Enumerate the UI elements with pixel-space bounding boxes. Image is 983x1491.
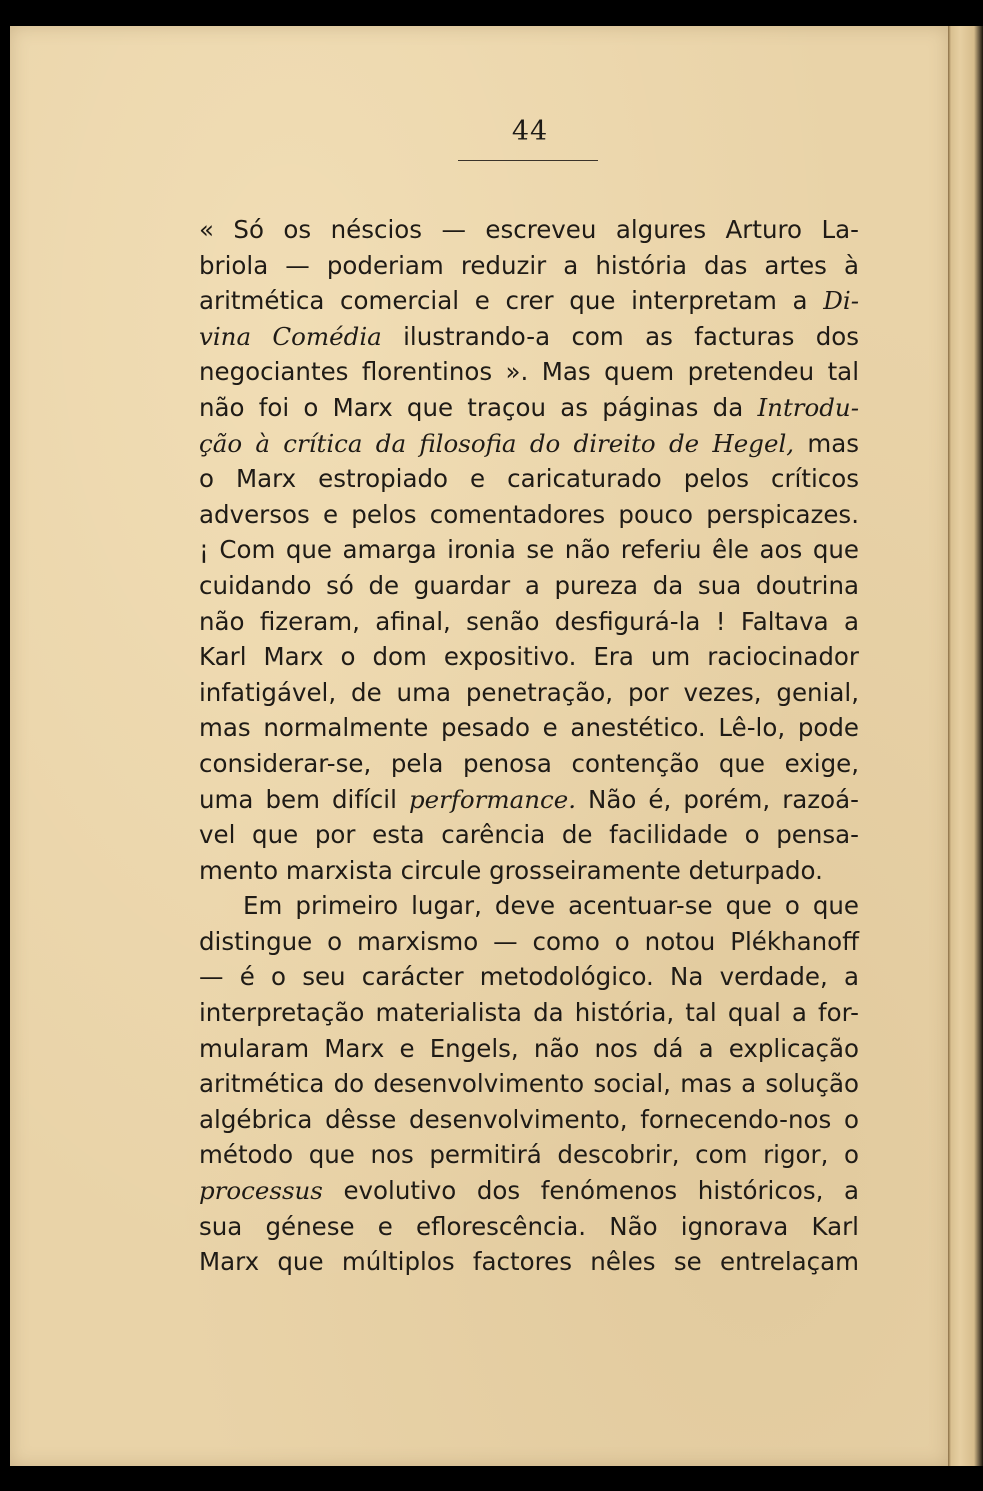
italic-text: ção à crítica da filosofia do direito de Hegel, <box>199 428 795 458</box>
text-line <box>199 604 859 640</box>
text-run: adversos e pelos comentadores pouco perspicazes. <box>199 499 859 529</box>
text-run: ¡ Com que amarga ironia se não referiu êle aos que <box>199 535 859 565</box>
italic-text: processus <box>199 1176 323 1206</box>
text-line <box>199 390 859 426</box>
text-run: sua génese e eflorescência. Não ignorava Karl <box>199 1211 859 1241</box>
text-line <box>199 426 859 462</box>
text-line <box>199 1031 859 1067</box>
text-line <box>199 1209 859 1245</box>
text-run: Em primeiro lugar, deve acentuar-se que o que <box>243 891 859 921</box>
italic-text: vina Comédia <box>199 321 382 351</box>
text-line <box>199 888 859 924</box>
text-run: infatigável, de uma penetração, por vezes, genial, <box>199 677 859 707</box>
text-run: aritmética do desenvolvimento social, mas a solução <box>199 1069 859 1099</box>
text-line <box>199 1137 859 1173</box>
header-rule <box>458 160 598 161</box>
text-line <box>199 568 859 604</box>
text-line <box>199 1102 859 1138</box>
text-run: interpretação materialista da história, tal qual a for- <box>199 998 859 1028</box>
text-line <box>199 248 859 284</box>
text-line <box>199 817 859 853</box>
text-run: não foi o Marx que traçou as páginas da <box>199 392 758 422</box>
text-run: Não é, porém, razoá- <box>576 784 859 814</box>
text-run: briola — poderiam reduzir a história das artes à <box>199 250 859 280</box>
text-line <box>199 319 859 355</box>
text-run: Karl Marx o dom expositivo. Era um raciocinador <box>199 642 859 672</box>
text-run: o Marx estropiado e caricaturado pelos críticos <box>199 464 859 494</box>
text-line <box>199 461 859 497</box>
text-line <box>199 853 859 889</box>
text-run: método que nos permitirá descobrir, com rigor, o <box>199 1140 859 1170</box>
text-line <box>199 959 859 995</box>
scan-background <box>0 0 983 26</box>
text-run: não fizeram, afinal, senão desfigurá-la ! Faltava a <box>199 606 859 636</box>
text-run: considerar-se, pela penosa contenção que exige, <box>199 748 859 778</box>
text-line <box>199 995 859 1031</box>
text-line <box>199 639 859 675</box>
text-run: « Só os néscios — escreveu algures Arturo La- <box>199 215 859 244</box>
text-run: negociantes florentinos ». Mas quem pretendeu tal <box>199 357 859 387</box>
text-line <box>199 710 859 746</box>
text-run: vel que por esta carência de facilidade o pensa- <box>199 820 859 850</box>
page-number: 44 <box>511 116 549 147</box>
text-run: Marx que múltiplos factores nêles se entrelaçam <box>199 1247 859 1277</box>
text-run: mas normalmente pesado e anestético. Lê-lo, pode <box>199 713 859 743</box>
text-line <box>199 924 859 960</box>
text-line <box>199 1173 859 1209</box>
italic-text: performance. <box>408 784 576 814</box>
body-text <box>199 212 859 1280</box>
text-line <box>199 212 859 248</box>
page-edge <box>948 26 983 1466</box>
text-line <box>199 532 859 568</box>
text-run: evolutivo dos fenómenos históricos, a <box>322 1176 859 1206</box>
text-line <box>199 782 859 818</box>
text-line <box>199 675 859 711</box>
text-run: mas <box>794 428 859 458</box>
text-line <box>199 1066 859 1102</box>
text-run: aritmética comercial e crer que interpretam a <box>199 286 824 316</box>
text-run: mularam Marx e Engels, não nos dá a explicação <box>199 1033 859 1063</box>
text-line <box>199 746 859 782</box>
italic-text: Introdu- <box>757 392 859 422</box>
text-run: distingue o marxismo — como o notou Plékhanoff <box>199 926 859 956</box>
italic-text: Di- <box>823 286 859 316</box>
text-run: ilustrando-a com as facturas dos <box>381 321 859 351</box>
text-line <box>199 497 859 533</box>
text-line <box>199 1244 859 1280</box>
text-line <box>199 354 859 390</box>
text-run: uma bem difícil <box>199 784 409 814</box>
text-run: algébrica dêsse desenvolvimento, fornecendo-nos o <box>199 1104 859 1134</box>
text-line <box>199 283 859 319</box>
text-run: cuidando só de guardar a pureza da sua doutrina <box>199 570 859 600</box>
text-run: mento marxista circule grosseiramente deturpado. <box>199 855 823 885</box>
text-run: — é o seu carácter metodológico. Na verdade, a <box>199 962 859 992</box>
